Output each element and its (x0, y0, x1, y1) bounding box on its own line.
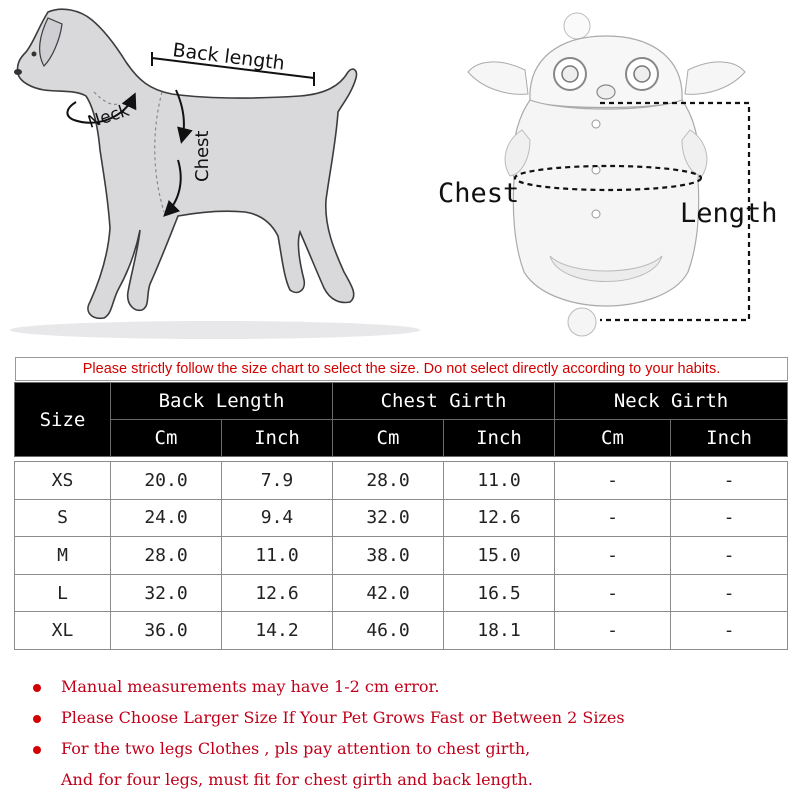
back-length-label: Back length (171, 39, 286, 75)
dog-eye (32, 52, 37, 57)
hood-nose (597, 85, 615, 99)
dog-nose (14, 69, 22, 75)
neck-inch-cell: - (671, 462, 788, 500)
hood-pompom (564, 13, 590, 39)
chest-inch-cell: 15.0 (444, 537, 555, 575)
size-notice: Please strictly follow the size chart to select the size. Do not select directly according to your habits. (15, 357, 788, 381)
table-row (15, 462, 788, 500)
back-cm-cell: 20.0 (111, 462, 222, 500)
note-text: Please Choose Larger Size If Your Pet Grows Fast or Between 2 Sizes (61, 708, 625, 727)
hood-eye-left-pupil (562, 66, 578, 82)
back-inch-cell: 12.6 (222, 574, 333, 612)
neck-cm-cell: - (555, 462, 671, 500)
notes-list (28, 674, 788, 798)
chest-girth-header: Chest Girth (333, 383, 555, 420)
chest-label: Chest (192, 130, 213, 182)
chest-inch-cell: 18.1 (444, 612, 555, 650)
table-row (15, 499, 788, 537)
neck-inch-cell: - (671, 574, 788, 612)
bullet-icon (33, 746, 41, 754)
neck-inch-cell: - (671, 499, 788, 537)
suit-length-label: Length (680, 198, 778, 229)
back-length-header: Back Length (111, 383, 333, 420)
neck-cm-cell: - (555, 537, 671, 575)
unit-header: Inch (222, 420, 333, 457)
back-cm-cell: 32.0 (111, 574, 222, 612)
chest-inch-cell: 11.0 (444, 462, 555, 500)
chest-inch-cell: 12.6 (444, 499, 555, 537)
note-item (28, 736, 788, 767)
unit-header: Inch (444, 420, 555, 457)
note-text: And for four legs, must fit for chest girth and back length. (61, 770, 533, 789)
back-cm-cell: 36.0 (111, 612, 222, 650)
back-inch-cell: 11.0 (222, 537, 333, 575)
unit-header: Cm (333, 420, 444, 457)
size-column-header: Size (15, 383, 111, 457)
back-cm-cell: 24.0 (111, 499, 222, 537)
note-text: For the two legs Clothes , pls pay attention to chest girth, (61, 739, 531, 758)
chest-inch-cell: 16.5 (444, 574, 555, 612)
neck-cm-cell: - (555, 574, 671, 612)
neck-cm-cell: - (555, 499, 671, 537)
hood-eye-right-pupil (634, 66, 650, 82)
chest-cm-cell: 42.0 (333, 574, 444, 612)
note-item (28, 767, 788, 798)
chest-cm-cell: 32.0 (333, 499, 444, 537)
table-row (15, 537, 788, 575)
dog-measurement-diagram (0, 0, 430, 350)
back-inch-cell: 14.2 (222, 612, 333, 650)
bullet-icon (33, 715, 41, 723)
note-item (28, 705, 788, 736)
back-inch-cell: 7.9 (222, 462, 333, 500)
neck-inch-cell: - (671, 612, 788, 650)
left-ear (468, 62, 528, 94)
size-chart-table (14, 382, 788, 650)
size-cell: S (15, 499, 111, 537)
chest-cm-cell: 38.0 (333, 537, 444, 575)
unit-header: Inch (671, 420, 788, 457)
costume-button-1 (592, 120, 600, 128)
neck-cm-cell: - (555, 612, 671, 650)
unit-header: Cm (555, 420, 671, 457)
back-cm-cell: 28.0 (111, 537, 222, 575)
right-ear (685, 62, 745, 94)
chest-cm-cell: 46.0 (333, 612, 444, 650)
unit-header: Cm (111, 420, 222, 457)
size-cell: XS (15, 462, 111, 500)
neck-label: Neck (85, 100, 132, 133)
chest-cm-cell: 28.0 (333, 462, 444, 500)
size-cell: XL (15, 612, 111, 650)
table-row (15, 612, 788, 650)
size-cell: L (15, 574, 111, 612)
note-text: Manual measurements may have 1-2 cm error. (61, 677, 440, 696)
bullet-icon (33, 684, 41, 692)
neck-inch-cell: - (671, 537, 788, 575)
suit-chest-label: Chest (438, 178, 520, 209)
dog-shadow (10, 321, 420, 339)
costume-measurement-diagram (430, 0, 800, 350)
table-row (15, 574, 788, 612)
note-item (28, 674, 788, 705)
size-cell: M (15, 537, 111, 575)
costume-button-3 (592, 210, 600, 218)
neck-girth-header: Neck Girth (555, 383, 788, 420)
back-inch-cell: 9.4 (222, 499, 333, 537)
tail-pompom (568, 308, 596, 336)
